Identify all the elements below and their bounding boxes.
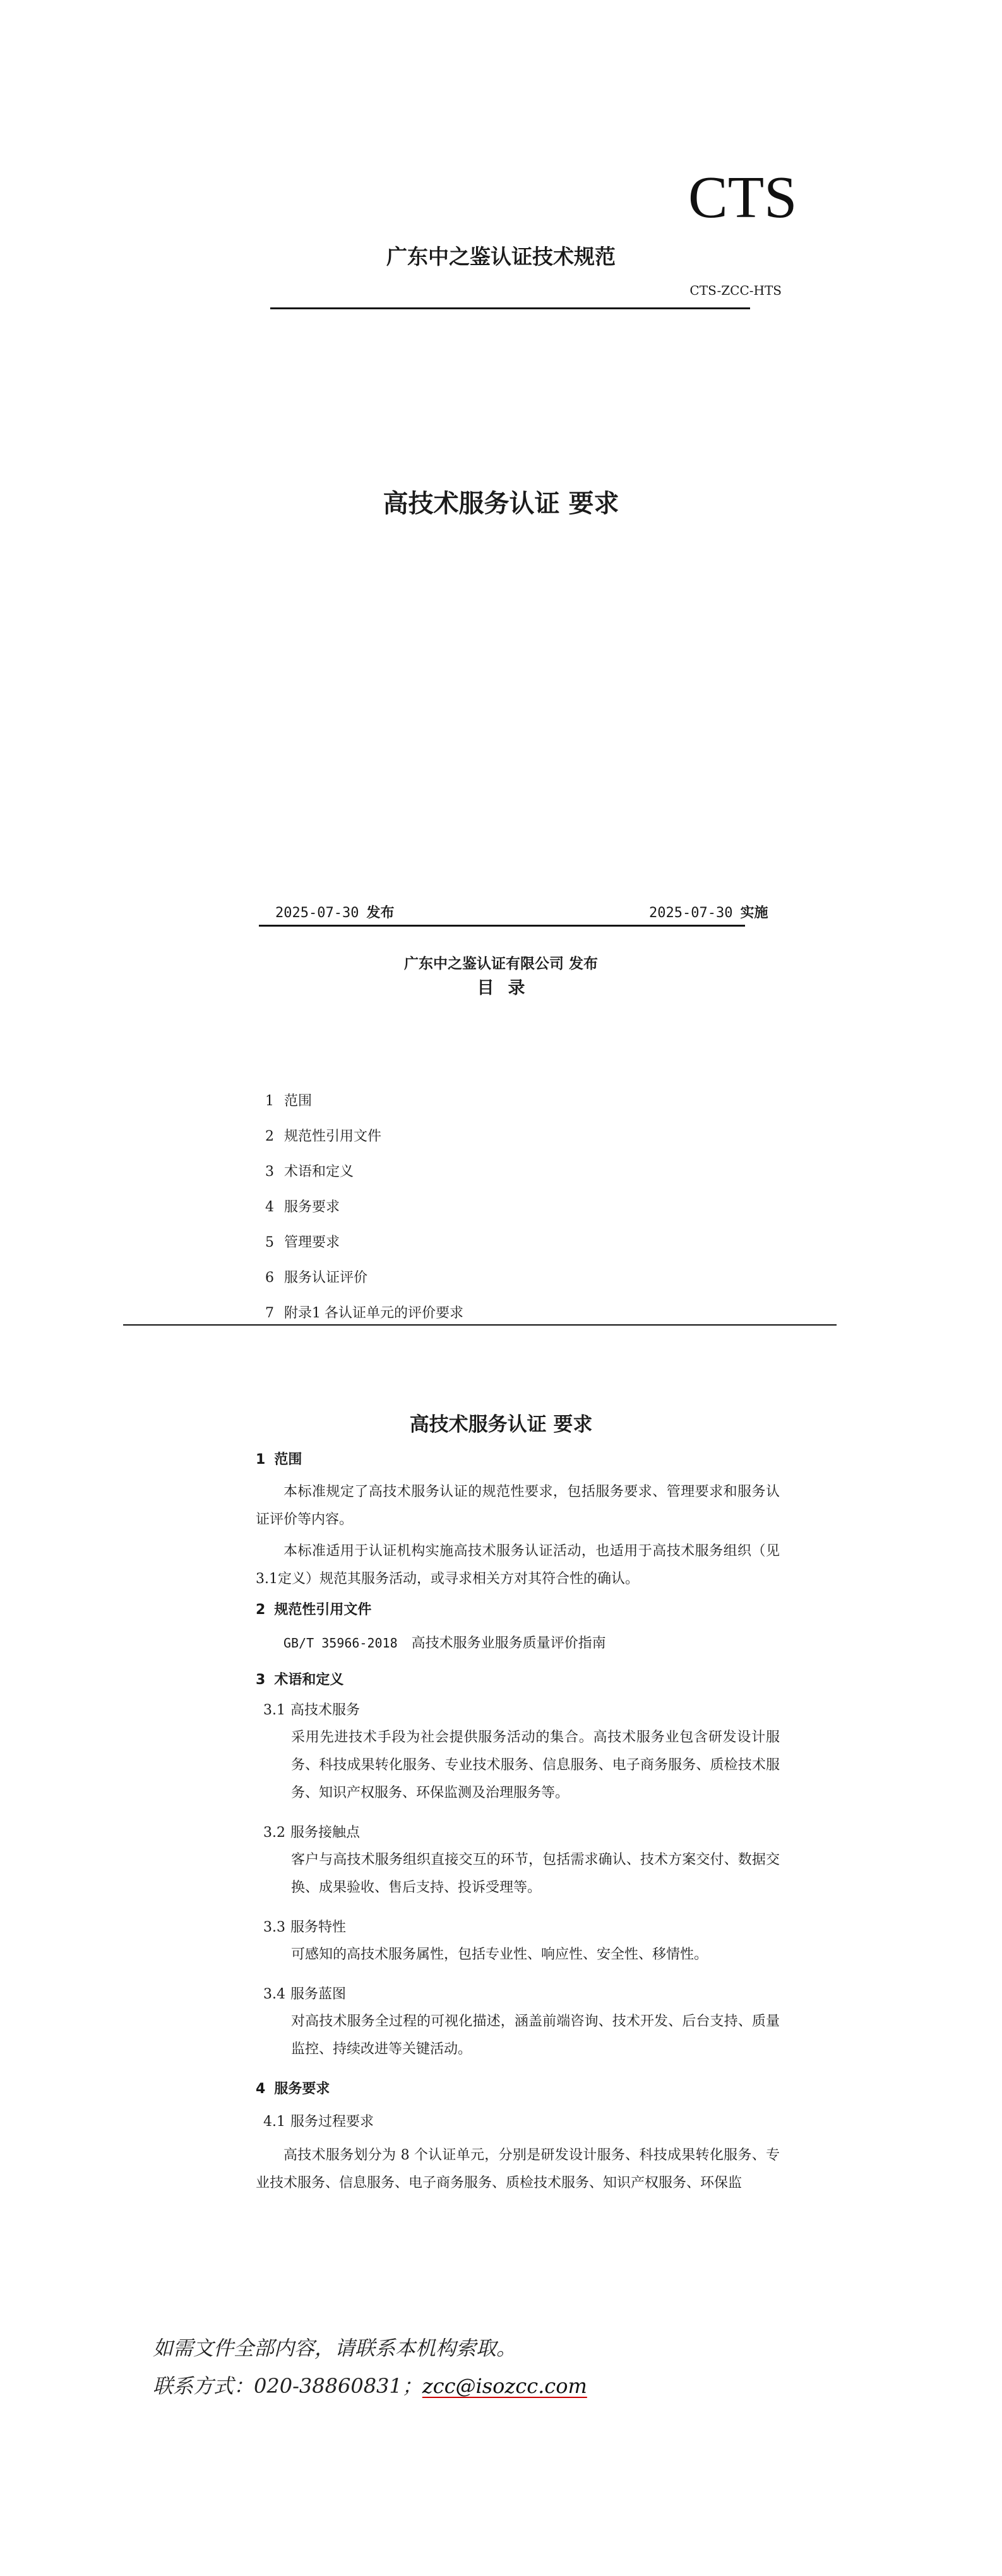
publish-date: 2025-07-30	[275, 905, 359, 921]
publish-date-block	[275, 904, 394, 923]
term-entry	[256, 1985, 780, 2080]
implement-date-block	[649, 904, 768, 923]
term-entry	[256, 1701, 780, 1824]
contact-line	[153, 2373, 587, 2399]
section-1-paragraph-2: 本标准适用于认证机构实施高技术服务认证活动，也适用于高技术服务组织（见3.1定义）规范其服务活动，或寻求相关方对其符合性的确认。	[256, 1543, 780, 1587]
normative-reference: GB/T 35966-2018 高技术服务业服务质量评价指南	[283, 1635, 606, 1651]
section-1-paragraph-1: 本标准规定了高技术服务认证的规范性要求，包括服务要求、管理要求和服务认证评价等内容。	[256, 1484, 780, 1528]
toc-item-label: 范围	[284, 1093, 313, 1109]
toc-item-number: 3	[265, 1164, 274, 1180]
toc-bottom-rule	[123, 1324, 837, 1326]
section-3-heading: 3 术语和定义	[256, 1672, 344, 1688]
term-definition: 可感知的高技术服务属性，包括专业性、响应性、安全性、移情性。	[291, 1947, 708, 1962]
term-definition: 对高技术服务全过程的可视化描述，涵盖前端咨询、技术开发、后台支持、质量监控、持续改进等关键活动。	[291, 2014, 780, 2057]
implement-label: 实施	[740, 905, 768, 921]
toc-item-label: 规范性引用文件	[284, 1129, 382, 1144]
cts-logo: CTS	[688, 165, 797, 230]
term-heading: 3.2 服务接触点	[263, 1825, 361, 1841]
toc-item-number: 6	[265, 1270, 274, 1286]
toc-title: 目录	[477, 978, 539, 998]
toc-item-label: 附录1	[284, 1305, 321, 1321]
toc-item-label: 术语和定义	[284, 1164, 354, 1180]
toc-item[interactable]	[265, 1233, 833, 1269]
document-code: CTS-ZCC-HTS	[689, 283, 782, 298]
term-definition: 采用先进技术手段为社会提供服务活动的集合。高技术服务业包含研发设计服务、科技成果转化服务、专业技术服务、信息服务、电子商务服务、质检技术服务、知识产权服务、环保监测及治理服务等。	[291, 1730, 780, 1801]
toc-item-number: 2	[265, 1129, 274, 1144]
document-body	[256, 1451, 780, 2197]
toc-item-extra: 各认证单元的评价要求	[325, 1305, 464, 1321]
contact-note: 如需文件全部内容，请联系本机构索取。	[153, 2336, 517, 2360]
content-title: 高技术服务认证 要求	[409, 1413, 593, 1436]
publisher: 广东中之鉴认证有限公司 发布	[403, 956, 598, 972]
publish-label: 发布	[366, 905, 395, 921]
toc-item[interactable]	[265, 1304, 833, 1339]
toc-item-number: 1	[265, 1093, 274, 1109]
cover-top-rule	[270, 307, 750, 309]
organization-spec-title: 广东中之鉴认证技术规范	[386, 244, 616, 269]
contact-email-link[interactable]: zcc@isozcc.com	[422, 2374, 587, 2398]
toc-item[interactable]	[265, 1092, 833, 1127]
section-2-heading: 2 规范性引用文件	[256, 1602, 372, 1618]
table-of-contents	[265, 1092, 833, 1339]
toc-item-label: 管理要求	[284, 1235, 340, 1250]
toc-item-number: 7	[265, 1305, 274, 1321]
term-entry	[256, 1918, 780, 1985]
term-definition: 客户与高技术服务组织直接交互的环节，包括需求确认、技术方案交付、数据交换、成果验收、售后支持、投诉受理等。	[291, 1852, 780, 1896]
cover-main-title: 高技术服务认证 要求	[383, 489, 619, 518]
term-heading: 3.3 服务特性	[263, 1920, 347, 1935]
toc-item[interactable]	[265, 1127, 833, 1163]
toc-item[interactable]	[265, 1198, 833, 1233]
contact-phone: 联系方式：020-38860831；	[153, 2374, 422, 2398]
toc-item[interactable]	[265, 1269, 833, 1304]
implement-date: 2025-07-30	[649, 905, 733, 921]
toc-item-label: 服务要求	[284, 1199, 340, 1215]
toc-item-number: 5	[265, 1235, 274, 1250]
section-4-heading: 4 服务要求	[256, 2081, 330, 2097]
subsection-4-1-heading: 4.1 服务过程要求	[263, 2114, 374, 2130]
cover-bottom-rule	[259, 925, 745, 927]
section-1-heading: 1 范围	[256, 1452, 302, 1468]
toc-item-label: 服务认证评价	[284, 1270, 368, 1286]
terms-list	[256, 1701, 780, 2080]
term-heading: 3.1 高技术服务	[263, 1702, 361, 1718]
term-entry	[256, 1824, 780, 1918]
term-heading: 3.4 服务蓝图	[263, 1986, 347, 2002]
section-4-1-paragraph: 高技术服务划分为 8 个认证单元，分别是研发设计服务、科技成果转化服务、专业技术服务、信息服务、电子商务服务、质检技术服务、知识产权服务、环保监	[256, 2147, 780, 2191]
toc-item-number: 4	[265, 1199, 274, 1215]
toc-item[interactable]	[265, 1163, 833, 1198]
